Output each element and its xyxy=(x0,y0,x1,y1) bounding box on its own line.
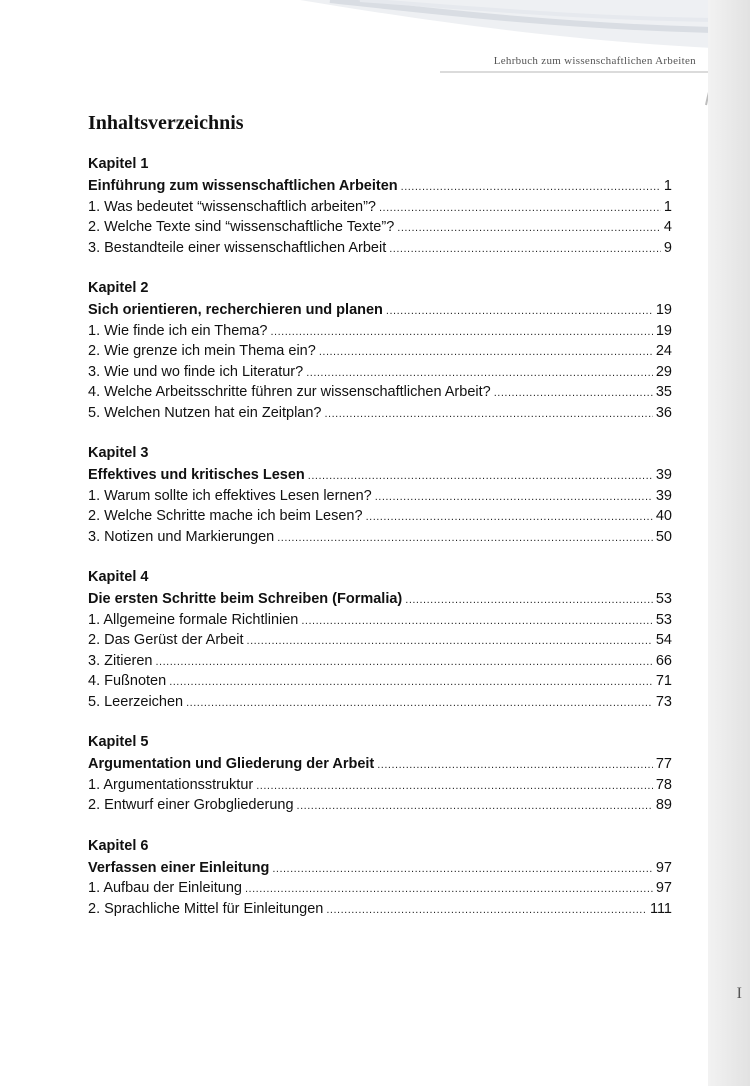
chapter-title: Einführung zum wissenschaftlichen Arbeiten xyxy=(88,178,398,194)
running-header: Lehrbuch zum wissenschaftlichen Arbeiten xyxy=(493,55,696,67)
page-ref: 73 xyxy=(655,693,672,710)
chapter-title-entry xyxy=(88,176,672,197)
page-ref: 78 xyxy=(655,776,672,793)
dot-leader xyxy=(277,528,653,549)
section-entry xyxy=(88,341,672,362)
section-title: 1. Warum sollte ich effektives Lesen lernen? xyxy=(88,487,372,504)
dot-leader xyxy=(377,755,653,776)
chapter-title: Die ersten Schritte beim Schreiben (Formalia) xyxy=(88,591,403,607)
section-title: 2. Das Gerüst der Arbeit xyxy=(88,632,244,648)
chapter-title: Sich orientieren, recherchieren und planen xyxy=(88,302,383,318)
section-title: 3. Wie und wo finde ich Literatur? xyxy=(88,363,304,380)
chapter-block xyxy=(88,277,672,423)
dot-leader xyxy=(297,796,653,817)
section-entry xyxy=(88,403,672,424)
page-ref: 50 xyxy=(655,528,672,545)
dot-leader xyxy=(301,611,653,632)
page-ref: 39 xyxy=(655,467,672,483)
section-entry xyxy=(88,486,672,507)
section-title: 2. Welche Texte sind “wissenschaftliche Texte”? xyxy=(88,219,395,235)
dot-leader xyxy=(270,322,652,343)
section-title: 5. Leerzeichen xyxy=(88,693,184,710)
page-title: Inhaltsverzeichnis xyxy=(88,112,244,134)
dot-leader xyxy=(401,177,661,198)
section-title: 1. Was bedeutet “wissenschaftlich arbeiten”? xyxy=(88,198,376,215)
section-title: 3. Bestandteile einer wissenschaftlichen Arbeit xyxy=(88,239,387,256)
dot-leader xyxy=(169,672,653,693)
dot-leader xyxy=(247,631,653,652)
chapter-label: Kapitel 6 xyxy=(88,837,149,854)
section-entry xyxy=(88,692,672,713)
chapter-label: Kapitel 4 xyxy=(88,569,149,585)
section-entry xyxy=(88,630,672,651)
section-title: 5. Welchen Nutzen hat ein Zeitplan? xyxy=(88,404,322,421)
dot-leader xyxy=(155,652,652,673)
section-entry xyxy=(88,610,672,631)
dot-leader xyxy=(245,879,653,900)
section-title: 4. Welche Arbeitsschritte führen zur wissenschaftlichen Arbeit? xyxy=(88,384,491,400)
section-entry xyxy=(88,651,672,672)
chapter-title: Argumentation und Gliederung der Arbeit xyxy=(88,756,375,772)
chapter-title: Effektives und kritisches Lesen xyxy=(88,467,305,483)
page-ref: 29 xyxy=(655,363,672,380)
page-ref: 97 xyxy=(655,880,672,896)
page-ref: 9 xyxy=(663,239,672,256)
page-ref: 19 xyxy=(655,302,672,318)
chapter-title-entry xyxy=(88,858,672,879)
page-ref: 53 xyxy=(655,611,672,628)
section-title: 1. Wie finde ich ein Thema? xyxy=(88,322,268,339)
section-entry xyxy=(88,775,672,796)
page-ref: 54 xyxy=(655,632,672,648)
page-ref: 97 xyxy=(655,859,672,876)
section-title: 1. Allgemeine formale Richtlinien xyxy=(88,611,299,628)
dot-leader xyxy=(494,383,653,404)
chapter-block xyxy=(88,731,672,816)
page-ref: 36 xyxy=(655,404,672,421)
section-title: 1. Argumentationsstruktur xyxy=(88,776,254,793)
section-entry xyxy=(88,238,672,259)
page-number: I xyxy=(736,985,742,1002)
section-entry xyxy=(88,321,672,342)
chapter-block xyxy=(88,835,672,920)
chapter-label: Kapitel 1 xyxy=(88,156,149,172)
chapter-label: Kapitel 2 xyxy=(88,280,149,296)
section-entry xyxy=(88,382,672,403)
page-ref: 4 xyxy=(663,219,672,235)
section-entry xyxy=(88,671,672,692)
chapter-label: Kapitel 3 xyxy=(88,445,149,461)
dot-leader xyxy=(366,507,653,528)
dot-leader xyxy=(397,218,661,239)
page-ref: 89 xyxy=(655,797,672,813)
section-entry xyxy=(88,362,672,383)
section-title: 3. Notizen und Markierungen xyxy=(88,528,275,545)
page-ref: 40 xyxy=(655,508,672,524)
dot-leader xyxy=(306,363,653,384)
chapter-block xyxy=(88,153,672,258)
page-ref: 66 xyxy=(655,652,672,669)
dot-leader xyxy=(389,239,661,260)
page-ref: 35 xyxy=(655,384,672,400)
chapter-block xyxy=(88,442,672,547)
section-entry xyxy=(88,527,672,548)
section-entry xyxy=(88,197,672,218)
chapter-label: Kapitel 5 xyxy=(88,734,149,750)
dot-leader xyxy=(319,342,653,363)
page-ref: 39 xyxy=(655,487,672,504)
dot-leader xyxy=(186,693,653,714)
table-of-contents xyxy=(88,153,672,938)
dot-leader xyxy=(325,404,653,425)
page-ref: 1 xyxy=(663,178,672,194)
chapter-title: Verfassen einer Einleitung xyxy=(88,859,270,876)
dot-leader xyxy=(256,776,653,797)
section-entry xyxy=(88,506,672,527)
dot-leader xyxy=(308,466,653,487)
section-title: 3. Zitieren xyxy=(88,652,153,669)
dot-leader xyxy=(386,301,653,322)
page-ref: 1 xyxy=(663,198,672,215)
page-ref: 71 xyxy=(655,673,672,689)
section-title: 2. Entwurf einer Grobgliederung xyxy=(88,797,294,813)
section-title: 2. Welche Schritte mache ich beim Lesen? xyxy=(88,508,363,524)
section-title: 1. Aufbau der Einleitung xyxy=(88,880,242,896)
section-entry xyxy=(88,217,672,238)
section-title: 4. Fußnoten xyxy=(88,673,167,689)
chapter-block xyxy=(88,566,672,712)
section-title: 2. Wie grenze ich mein Thema ein? xyxy=(88,343,316,359)
section-entry xyxy=(88,899,672,920)
page-ref: 24 xyxy=(655,343,672,359)
page-ref: 77 xyxy=(655,756,672,772)
section-entry xyxy=(88,795,672,816)
dot-leader xyxy=(405,590,653,611)
dot-leader xyxy=(379,198,661,219)
chapter-title-entry xyxy=(88,300,672,321)
dot-leader xyxy=(272,859,653,880)
chapter-title-entry xyxy=(88,465,672,486)
page-ref: 111 xyxy=(649,900,672,917)
page-ref: 53 xyxy=(655,591,672,607)
chapter-title-entry xyxy=(88,589,672,610)
section-entry xyxy=(88,878,672,899)
section-title: 2. Sprachliche Mittel für Einleitungen xyxy=(88,900,324,917)
page-ref: 19 xyxy=(655,322,672,339)
chapter-title-entry xyxy=(88,754,672,775)
page-edge-band xyxy=(708,0,750,1086)
dot-leader xyxy=(326,900,647,921)
dot-leader xyxy=(375,487,653,508)
